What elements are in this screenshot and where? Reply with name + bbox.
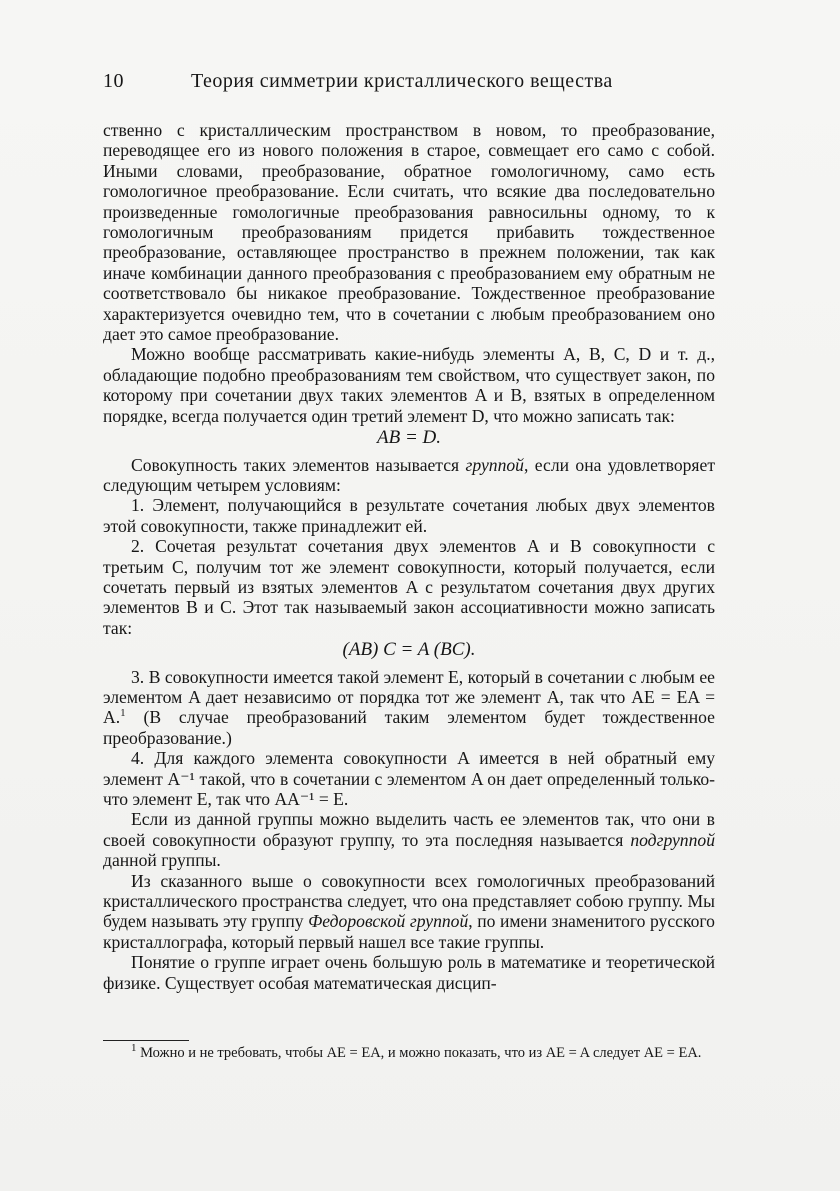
page-number: 10 bbox=[103, 70, 124, 92]
footnote-separator bbox=[103, 1040, 189, 1041]
footnote bbox=[103, 1044, 715, 1062]
paragraph-subgroup bbox=[103, 809, 715, 870]
paragraph-group-definition bbox=[103, 455, 715, 496]
text-span: (В случае преобразований таким элементом будет тождественное преобразование.) bbox=[103, 707, 715, 748]
text-span: Совокупность таких элементов называется bbox=[131, 454, 466, 475]
body-text bbox=[103, 120, 715, 993]
paragraph-group-concept: Понятие о группе играет очень большую роль в математике и теоретической физике. Существует особая математическая дисцип- bbox=[103, 952, 715, 993]
text-span: , по имени знаменитого русского кристаллографа, который первый нашел все такие группы. bbox=[103, 911, 715, 952]
condition-2: 2. Сочетая результат сочетания двух элементов A и B совокупности с третьим C, получим тот же элемент совокупности, который получается, если сочетать первый из взятых элементов A с результатом сочетания двух других элементов B и C. Этот так называемый закон ассоциативности можно записать так: bbox=[103, 536, 715, 638]
text-span: данной группы. bbox=[103, 850, 221, 871]
formula-ab-d: AB = D. bbox=[376, 427, 441, 449]
text-span: 3. В совокупности имеется такой элемент E, который в сочетании с любым ее элементом A дает независимо от порядка тот же элемент A, так что AE = EA = A. bbox=[103, 666, 715, 728]
text-span: Из сказанного выше о совокупности всех гомологичных преобразований кристаллического пространства следует, что она представляет собою группу. Мы будем называть эту группу bbox=[103, 870, 715, 932]
running-title: Теория симметрии кристаллического вещества bbox=[191, 70, 613, 92]
condition-3 bbox=[103, 667, 715, 749]
paragraph-elements: Можно вообще рассматривать какие-нибудь элементы A, B, C, D и т. д., обладающие подобно преобразованиям тем свойством, что существует закон, по которому при сочетании двух таких элементов A и B, взятых в определенном порядке, всегда получается один третий элемент D, что можно записать так: bbox=[103, 344, 715, 426]
formula-associativity: (AB) C = A (BC). bbox=[342, 639, 476, 661]
text-span: Если из данной группы можно выделить часть ее элементов так, что они в своей совокупности образуют группу, то эта последняя называется bbox=[103, 809, 715, 850]
footnote-text bbox=[103, 1044, 715, 1062]
term-subgroup: подгруппой bbox=[630, 829, 715, 850]
footnote-marker: 1 bbox=[131, 1042, 137, 1055]
text-span: , если она удовлетворяет следующим четырем условиям: bbox=[103, 454, 716, 495]
footnote-reference[interactable]: 1 bbox=[120, 707, 126, 720]
text-span: Можно и не требовать, чтобы AE = EA, и можно показать, что из AE = A следует AE = EA. bbox=[136, 1045, 702, 1061]
condition-1: 1. Элемент, получающийся в результате сочетания любых двух элементов этой совокупности, также принадлежит ей. bbox=[103, 495, 715, 536]
page-header bbox=[103, 70, 715, 98]
paragraph-fedorov-group bbox=[103, 871, 715, 953]
paragraph-continuation: ственно с кристаллическим пространством в новом, то преобразование, переводящее его из нового положения в старое, совмещает его само с собой. Иными словами, преобразование, обратное гомологичному, само есть гомологичное преобразование. Если считать, что всякие два последовательно произведенные гомологичные преобразования равносильны одному, то к гомологичным преобразованиям придется прибавить тождественное преобразование, оставляющее пространство в прежнем положении, так как иначе комбинации данного преобразования с преобразованием ему обратным не соответствовало бы никакое преобразование. Тождественное преобразование характеризуется очевидно тем, что в сочетании с любым преобразованием оно дает это самое преобразование. bbox=[103, 120, 715, 345]
term-fedorov-group: Федоровской группой bbox=[308, 911, 469, 932]
condition-4: 4. Для каждого элемента совокупности A имеется в ней обратный ему элемент A⁻¹ такой, что в сочетании с элементом A он дает определенный только-что элемент E, так что AA⁻¹ = E. bbox=[103, 748, 715, 809]
term-group: группой bbox=[465, 454, 524, 475]
